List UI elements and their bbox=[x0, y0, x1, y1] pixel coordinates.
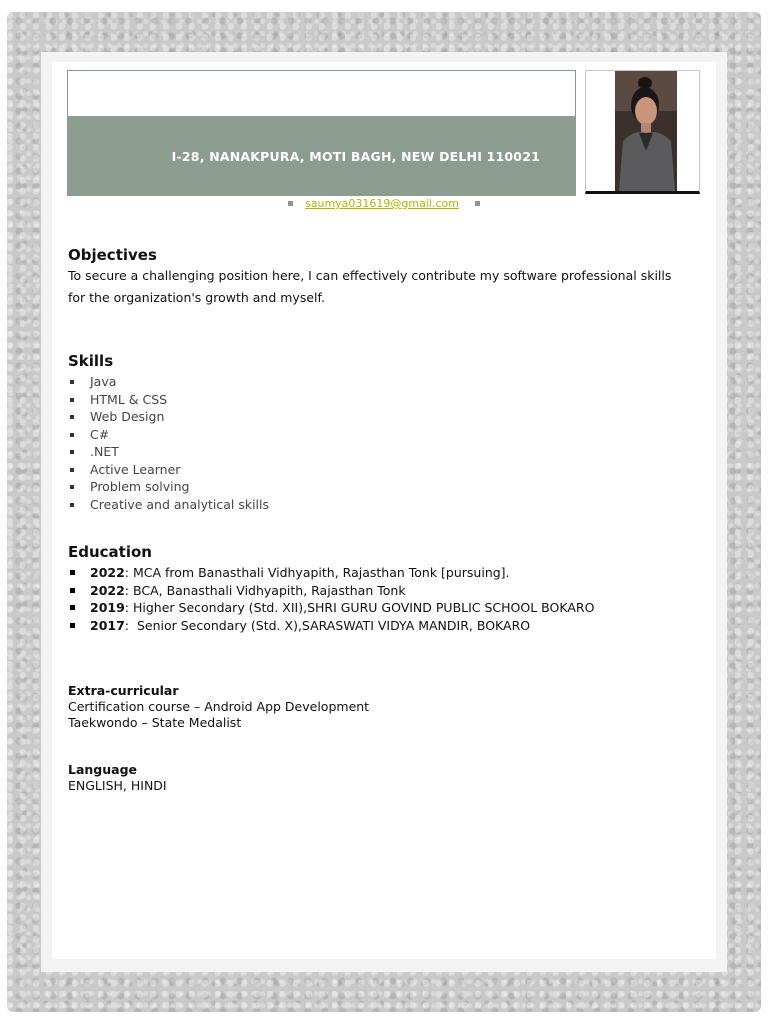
contact-line bbox=[288, 197, 480, 210]
extra-heading: Extra-curricular bbox=[68, 683, 179, 698]
list-item bbox=[68, 564, 594, 582]
edu-year: 2022 bbox=[90, 565, 125, 580]
list-item: HTML & CSS bbox=[68, 391, 269, 409]
skills-heading: Skills bbox=[68, 352, 114, 370]
extra-section bbox=[68, 683, 369, 731]
language-section bbox=[68, 762, 167, 794]
language-heading: Language bbox=[68, 762, 138, 777]
edu-year: 2019 bbox=[90, 600, 125, 615]
header-name-area bbox=[67, 70, 576, 116]
list-item: Active Learner bbox=[68, 461, 269, 479]
edu-text: : Higher Secondary (Std. XII),SHRI GURU GOVIND PUBLIC SCHOOL BOKARO bbox=[124, 600, 595, 615]
objectives-heading: Objectives bbox=[68, 246, 157, 264]
language-text: ENGLISH, HINDI bbox=[68, 778, 167, 793]
list-item: Creative and analytical skills bbox=[68, 496, 269, 514]
profile-photo bbox=[615, 71, 677, 191]
edu-text: : MCA from Banasthali Vidhyapith, Rajasthan Tonk [pursuing]. bbox=[124, 565, 510, 580]
address-text: I-28, NANAKPURA, MOTI BAGH, NEW DELHI 110021 bbox=[171, 148, 540, 164]
email-link[interactable]: saumya031619@gmail.com bbox=[305, 197, 459, 210]
list-item bbox=[68, 599, 594, 617]
list-item bbox=[68, 617, 594, 635]
edu-text: : Senior Secondary (Std. X),SARASWATI VIDYA MANDIR, BOKARO bbox=[124, 617, 531, 633]
edu-year: 2022 bbox=[90, 582, 125, 598]
objectives-text: To secure a challenging position here, I can effectively contribute my software professional skills for the organization's growth and myself. bbox=[68, 268, 672, 305]
extra-line: Certification course – Android App Development bbox=[68, 699, 370, 714]
edu-year: 2017 bbox=[90, 617, 125, 633]
education-list bbox=[68, 564, 594, 634]
education-heading: Education bbox=[68, 543, 152, 561]
list-item: Java bbox=[68, 373, 269, 391]
edu-text: : BCA, Banasthali Vidhyapith, Rajasthan Tonk bbox=[124, 582, 406, 598]
list-item: Problem solving bbox=[68, 478, 269, 496]
bullet-icon bbox=[288, 201, 293, 206]
skills-list bbox=[68, 373, 269, 513]
list-item bbox=[68, 582, 594, 600]
profile-photo-frame bbox=[585, 70, 700, 194]
extra-line: Taekwondo – State Medalist bbox=[68, 715, 242, 730]
list-item: Web Design bbox=[68, 408, 269, 426]
list-item: .NET bbox=[68, 443, 269, 461]
bullet-icon bbox=[475, 201, 480, 206]
list-item: C# bbox=[68, 426, 269, 444]
